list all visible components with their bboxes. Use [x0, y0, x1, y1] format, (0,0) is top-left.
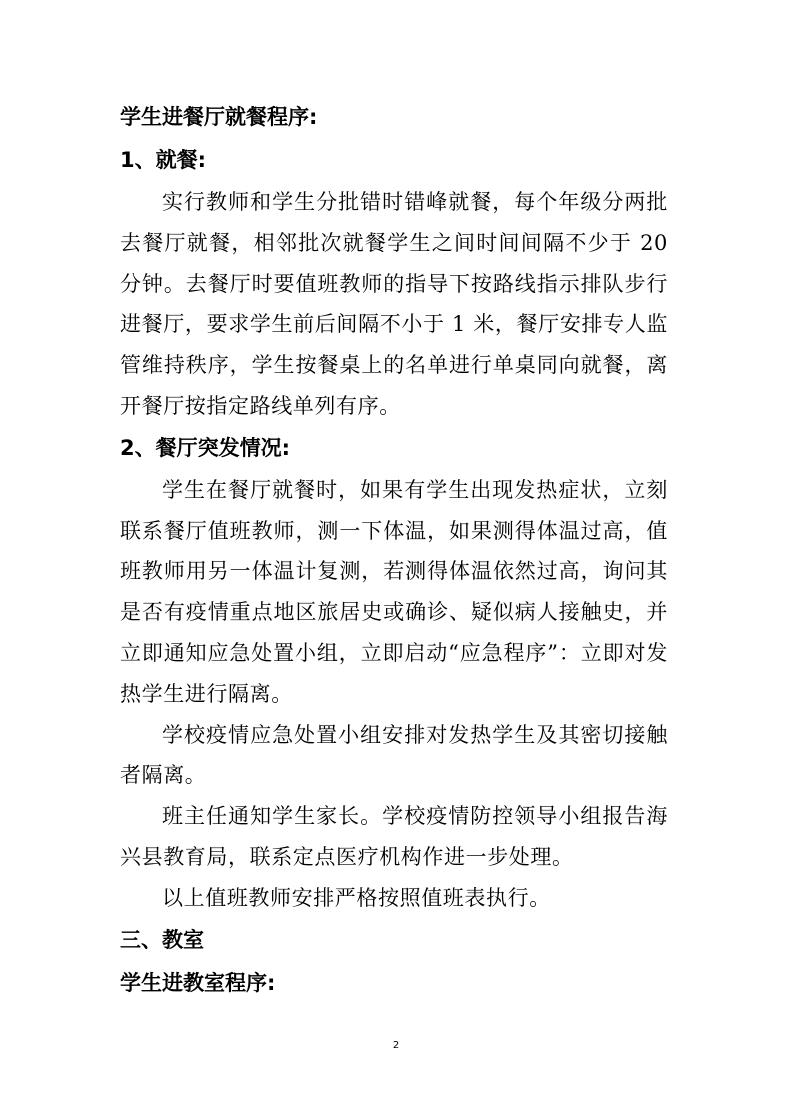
- heading-dining-procedure: 学生进餐厅就餐程序:: [120, 105, 318, 129]
- paragraph-dining: 实行教师和学生分批错时错峰就餐，每个年级分两批去餐厅就餐，相邻批次就餐学生之间时间间隔不少于 20 分钟。去餐厅时要值班教师的指导下按路线指示排队步行进餐厅，要求学生前后间隔不小于 1 米，餐厅安排专人监管维持秩序，学生按餐桌上的名单进行单桌同向就餐，离开餐厅按指定路线单列有序。: [120, 190, 668, 418]
- paragraph-schedule: 以上值班教师安排严格按照值班表执行。: [162, 885, 551, 910]
- heading-classroom: 三、教室: [120, 927, 204, 952]
- paragraph-isolation: 学校疫情应急处置小组安排对发热学生及其密切接触者隔离。: [120, 722, 668, 788]
- heading-emergency: 2、餐厅突发情况:: [120, 435, 291, 460]
- heading-classroom-procedure: 学生进教室程序:: [120, 970, 276, 995]
- document-body: [120, 96, 668, 1005]
- paragraph-notify: 班主任通知学生家长。学校疫情防控领导小组报告海兴县教育局，联系定点医疗机构作进一步处理。: [120, 804, 668, 869]
- page-number: 2: [392, 1040, 400, 1051]
- paragraph-emergency: 学生在餐厅就餐时，如果有学生出现发热症状，立刻联系餐厅值班教师，测一下体温，如果测得体温过高，值班教师用另一体温计复测，若测得体温依然过高，询问其是否有疫情重点地区旅居史或确诊、疑似病人接触史，并立即通知应急处置小组，立即启动“应急程序”：立即对发热学生进行隔离。: [120, 477, 668, 706]
- heading-dining: 1、就餐:: [120, 148, 207, 172]
